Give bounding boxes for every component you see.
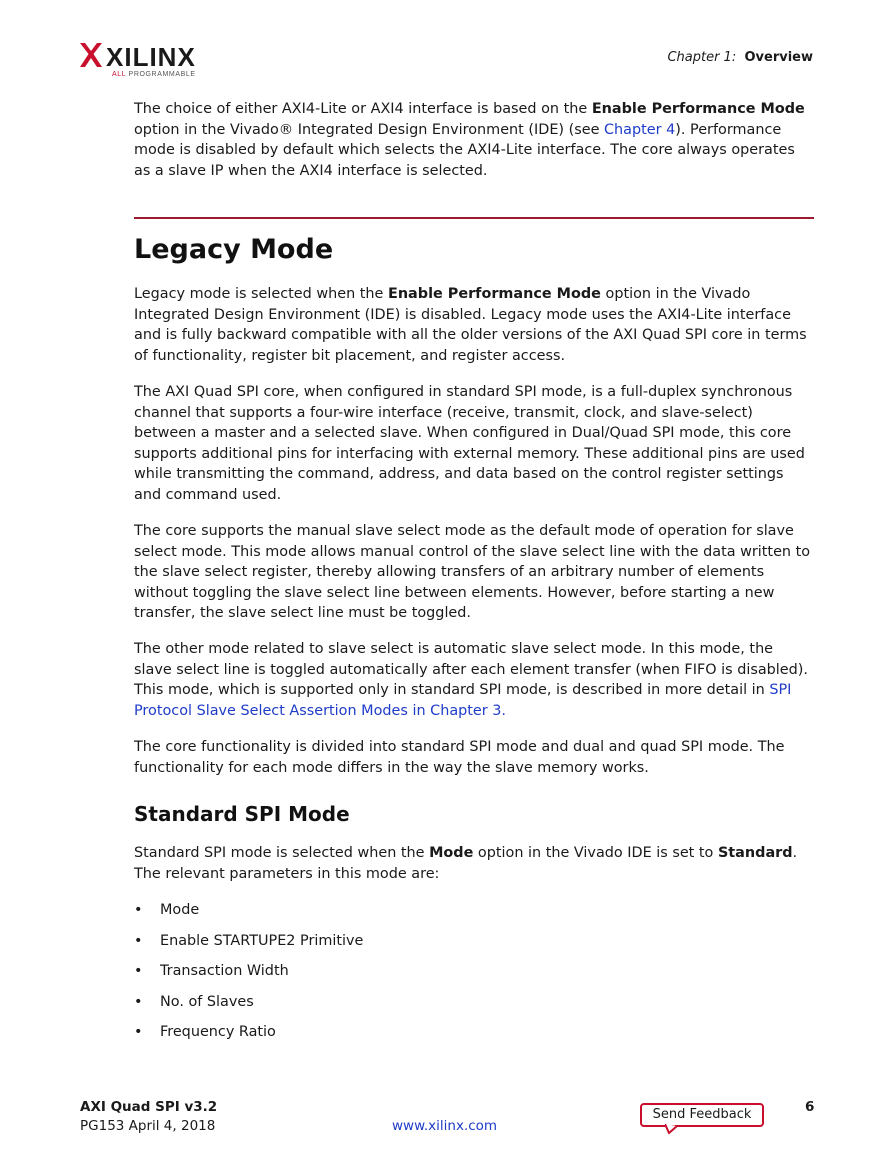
send-feedback-button[interactable]: Send Feedback [640, 1103, 764, 1127]
list-item: • Frequency Ratio [134, 1024, 276, 1041]
legacy-paragraph-2: The AXI Quad SPI core, when configured in standard SPI mode, is a full-duplex synchronous channel that supports a four-wire interface (receive, transmit, clock, and slave-select) between a master and a selected slave. When configured in Dual/Quad SPI mode, this core supports additional pins for interfacing with external memory. These additional pins are used while transmitting the command, address, and data based on the control register settings and command used. [134, 384, 805, 503]
legacy-paragraph-4: The other mode related to slave select is automatic slave select mode. In this mode, the slave select line is toggled automatically after each element transfer (when FIFO is disabled). This mode, which is supported only in standard SPI mode, is described in more detail in SPI Protocol Slave Select Assertion Modes in Chapter 3. [134, 641, 808, 719]
list-item: • No. of Slaves [134, 993, 254, 1010]
legacy-paragraph-3: The core supports the manual slave select mode as the default mode of operation for slave select mode. This mode allows manual control of the slave select line with the data written to the slave select register, thereby allowing transfers of an arbitrary number of elements without toggling the slave select line between elements. However, before starting a new transfer, the slave select line must be toggled. [134, 523, 811, 622]
xilinx-x-logo-icon [80, 43, 102, 67]
section-heading: Legacy Mode [134, 234, 334, 265]
chapter-header [667, 50, 813, 65]
chapter-label: Chapter 1: [667, 50, 737, 65]
section-divider [134, 217, 814, 219]
speech-bubble-tail-icon [665, 1124, 677, 1134]
legacy-paragraph-1: Legacy mode is selected when the Enable Performance Mode option in the Vivado Integrated Design Environment (IDE) is disabled. Legacy mode uses the AXI4-Lite interface and is fully backward compatible with all the older versions of the AXI Quad SPI core in terms of functionality, register bit placement, and register access. [134, 286, 807, 364]
bullet-icon: • [134, 1024, 143, 1041]
intro-paragraph: The choice of either AXI4-Lite or AXI4 interface is based on the Enable Performance Mode option in the Vivado® Integrated Design Environment (IDE) (see Chapter 4). Performance mode is disabled by default which selects the AXI4-Lite interface. The core always operates as a slave IP when the AXI4 interface is selected. [134, 101, 805, 179]
chapter-4-link[interactable]: Chapter 4 [604, 121, 676, 138]
spi-protocol-link[interactable]: SPI Protocol Slave Select Assertion Modes in Chapter 3. [134, 682, 792, 719]
footer-doc-title: AXI Quad SPI v3.2 [80, 1099, 218, 1115]
bullet-icon: • [134, 963, 143, 980]
bullet-icon: • [134, 993, 143, 1010]
footer-url-link[interactable]: www.xilinx.com [392, 1118, 498, 1134]
list-item: • Transaction Width [134, 963, 289, 980]
subsection-heading: Standard SPI Mode [134, 802, 350, 826]
bullet-icon: • [134, 902, 143, 918]
chapter-name: Overview [744, 50, 813, 65]
bullet-icon: • [134, 932, 143, 949]
xilinx-logo [80, 40, 210, 84]
legacy-paragraph-5: The core functionality is divided into standard SPI mode and dual and quad SPI mode. The functionality for each mode differs in the way the slave memory works. [134, 739, 785, 776]
logo-tagline: ALL PROGRAMMABLE [112, 71, 196, 78]
list-item: • Enable STARTUPE2 Primitive [134, 932, 364, 949]
parameter-list [134, 900, 734, 1053]
list-item: • Mode [134, 902, 200, 918]
standard-paragraph: Standard SPI mode is selected when the Mode option in the Vivado IDE is set to Standard. The relevant parameters in this mode are: [134, 845, 798, 882]
logo-wordmark: XILINX [106, 42, 196, 72]
page-number: 6 [805, 1099, 815, 1115]
footer-doc-id: PG153 April 4, 2018 [80, 1118, 216, 1134]
